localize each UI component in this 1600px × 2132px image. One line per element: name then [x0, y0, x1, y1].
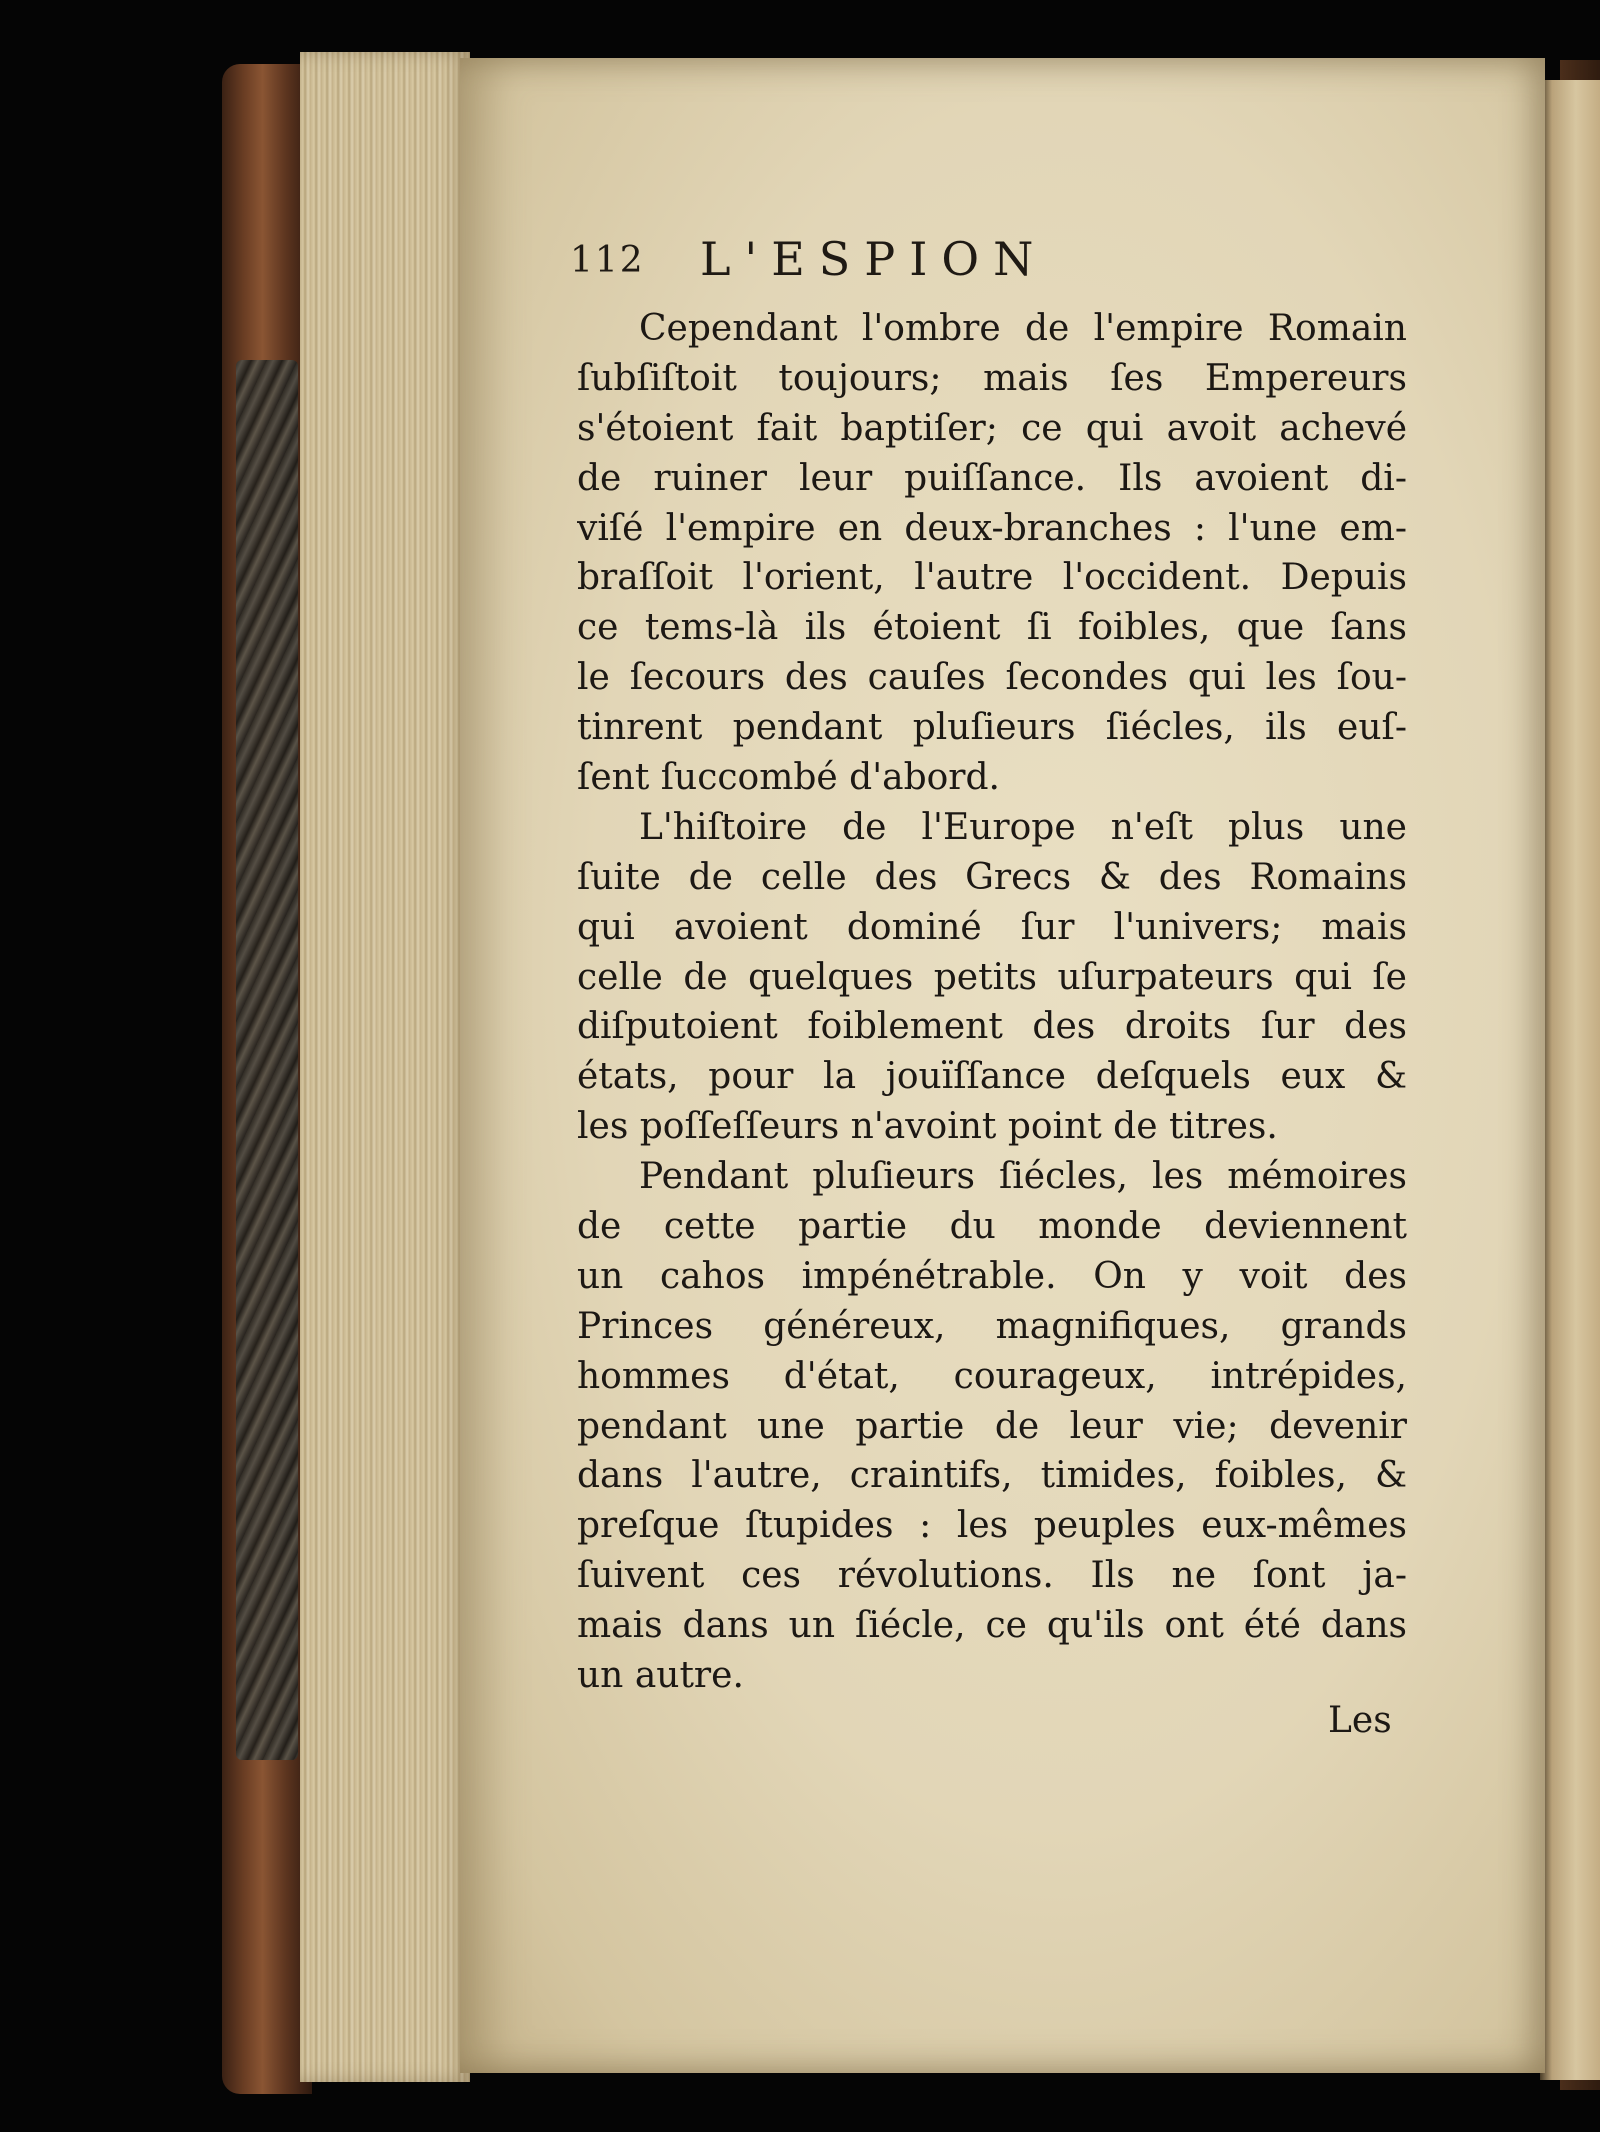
text-line: les poſſeſſeurs n'avoint point de titres.	[577, 1106, 1278, 1148]
facing-page-sliver	[1540, 80, 1600, 2080]
running-head-title: L'ESPION	[700, 232, 1048, 286]
text-line: de cette partie du monde deviennent	[577, 1206, 1407, 1248]
text-line: mais dans un ſiécle, ce qu'ils ont été dans	[577, 1605, 1407, 1647]
body-text	[577, 304, 1407, 1701]
text-line: le ſecours des cauſes ſecondes qui les ſou-	[577, 657, 1407, 699]
marbled-cover-edge	[236, 360, 298, 1760]
text-line: de ruiner leur puiſſance. Ils avoient di-	[577, 457, 1407, 499]
text-line: celle de quelques petits uſurpateurs qui ſe	[577, 956, 1407, 998]
text-line: ſuite de celle des Grecs & des Romains	[577, 856, 1407, 898]
page-block-edges	[300, 52, 470, 2082]
page-number: 112	[570, 240, 645, 281]
text-line: braſſoit l'orient, l'autre l'occident. Depuis	[577, 557, 1407, 599]
text-line: hommes d'état, courageux, intrépides,	[577, 1355, 1407, 1397]
text-line: pendant une partie de leur vie; devenir	[577, 1405, 1407, 1447]
catchword: Les	[1328, 1700, 1392, 1741]
text-line: diſputoient foiblement des droits ſur des	[577, 1006, 1407, 1048]
text-line: un cahos impénétrable. On y voit des	[577, 1255, 1407, 1297]
text-line: ſent ſuccombé d'abord.	[577, 757, 1000, 799]
text-line: tinrent pendant pluſieurs ſiécles, ils euſ-	[577, 707, 1407, 749]
text-line: ſuivent ces révolutions. Ils ne ſont ja-	[577, 1555, 1407, 1597]
text-line: L'hiſtoire de l'Europe n'eſt plus une	[639, 806, 1407, 848]
text-line: Pendant pluſieurs ſiécles, les mémoires	[639, 1156, 1407, 1198]
text-line: Cependant l'ombre de l'empire Romain	[639, 308, 1407, 349]
text-line: ce tems-là ils étoient ſi foibles, que ſans	[577, 607, 1407, 649]
text-line: viſé l'empire en deux-branches : l'une em-	[577, 507, 1407, 549]
text-line: un autre.	[577, 1655, 744, 1697]
text-line: Princes généreux, magnifiques, grands	[577, 1305, 1407, 1347]
text-line: preſque ſtupides : les peuples eux-mêmes	[577, 1505, 1407, 1547]
running-head	[570, 232, 1220, 292]
text-line: états, pour la jouïſſance deſquels eux &	[577, 1056, 1407, 1098]
text-line: s'étoient fait baptiſer; ce qui avoit achevé	[577, 407, 1407, 449]
text-line: qui avoient dominé ſur l'univers; mais	[577, 906, 1407, 948]
text-line: dans l'autre, craintifs, timides, foibles, &	[577, 1455, 1407, 1497]
text-line: ſubſiſtoit toujours; mais ſes Empereurs	[577, 357, 1407, 399]
